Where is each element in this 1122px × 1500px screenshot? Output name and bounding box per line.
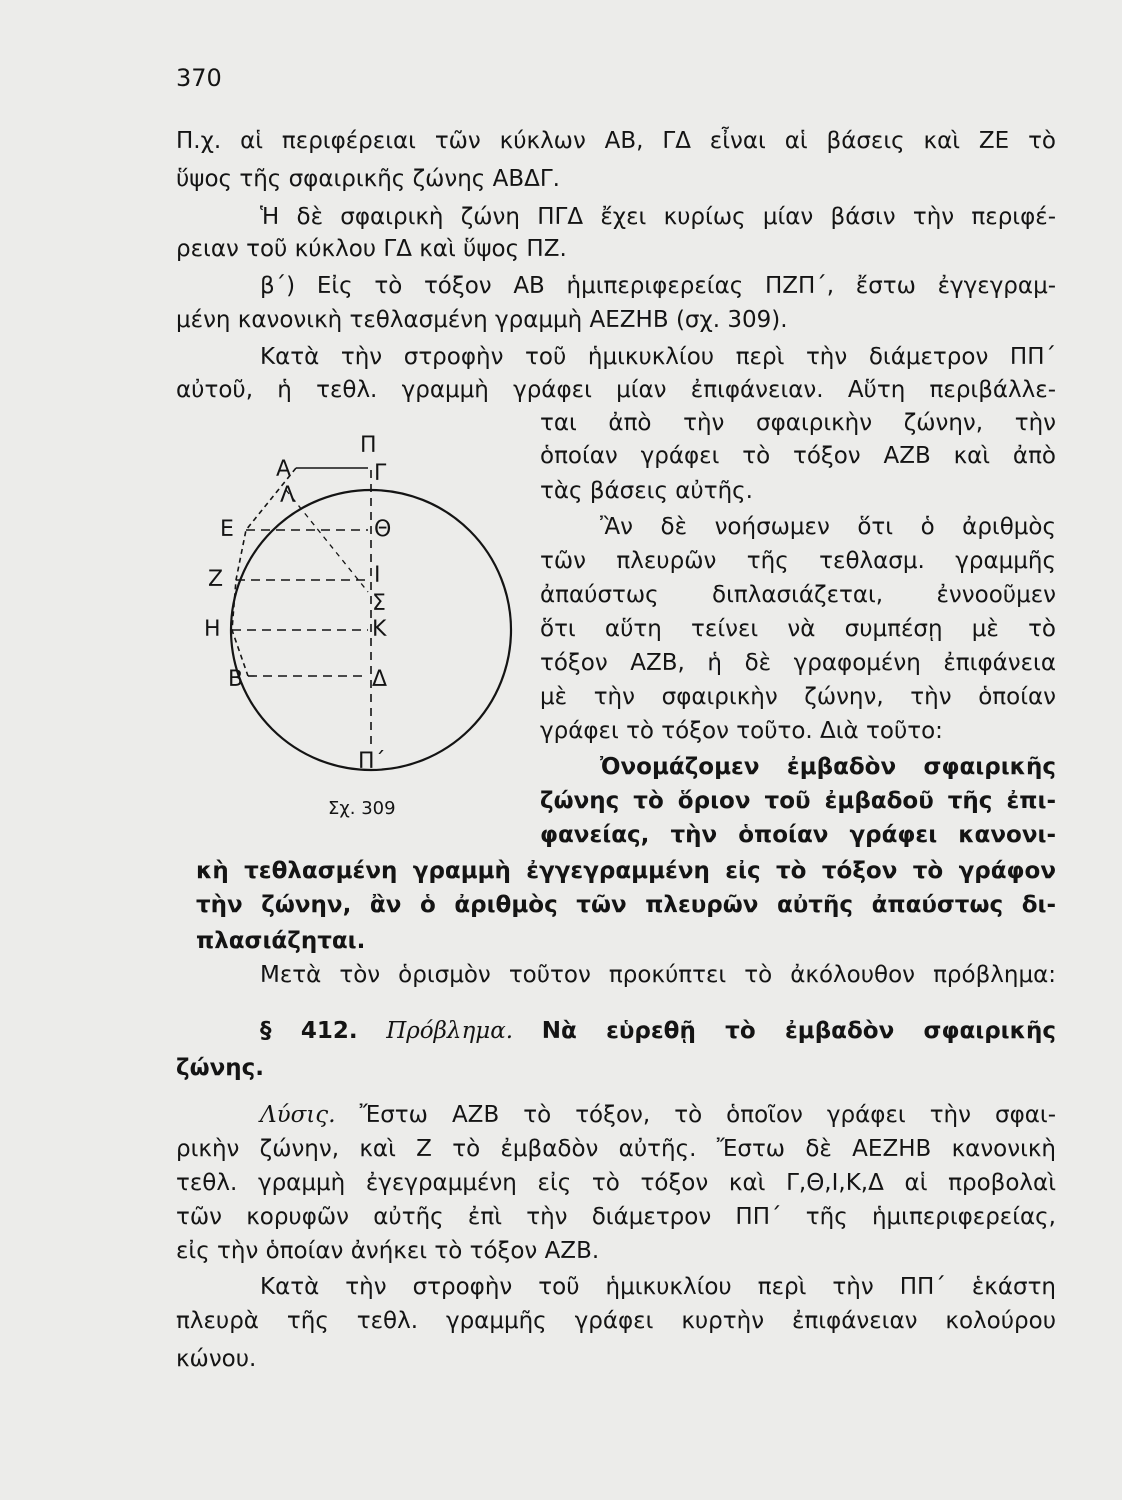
- definition-line: ζώνης τὸ ὅριον τοῦ ἐμβαδοῦ τῆς ἐπι-: [540, 788, 1056, 814]
- figure-caption: Σχ. 309: [328, 798, 396, 819]
- text-line: πλευρὰ τῆς τεθλ. γραμμῆς γράφει κυρτὴν ἐπιφάνειαν κολούρου: [176, 1308, 1056, 1334]
- definition-line: Ὀνομάζομεν ἐμβαδὸν σφαιρικῆς: [600, 754, 1056, 780]
- label-P-prime: Π΄: [358, 749, 386, 774]
- label-Z: Ζ: [208, 567, 224, 592]
- label-Delta: Δ: [372, 667, 388, 692]
- text-line: τῶν πλευρῶν τῆς τεθλασμ. γραμμῆς: [540, 548, 1056, 574]
- text-line: τόξον ΑΖΒ, ἡ δὲ γραφομένη ἐπιφάνεια: [540, 650, 1056, 676]
- text-line: αὐτοῦ, ἡ τεθλ. γραμμὴ γράφει μίαν ἐπιφάνειαν. Αὕτη περιβάλλε-: [176, 377, 1056, 403]
- figure-309: [196, 432, 526, 832]
- page-number: 370: [176, 64, 222, 92]
- solution-text: Ἔστω ΑΖΒ τὸ τόξον, τὸ ὁποῖον γράφει τὴν σφαι-: [359, 1102, 1057, 1128]
- text-line: τῶν κορυφῶν αὐτῆς ἐπὶ τὴν διάμετρον ΠΠ΄ τῆς ἡμιπεριφερείας,: [176, 1204, 1056, 1230]
- text-line: ρικὴν ζώνην, καὶ Ζ τὸ ἐμβαδὸν αὐτῆς. Ἔστω δὲ ΑΕΖΗΒ κανονικὴ: [176, 1136, 1056, 1162]
- label-Lambda: Λ: [280, 483, 296, 508]
- label-Iota: Ι: [374, 563, 381, 588]
- radius-line: [286, 490, 368, 592]
- problem-heading: [176, 1016, 1056, 1046]
- label-Kappa: Κ: [372, 617, 387, 642]
- text-line: ρειαν τοῦ κύκλου ΓΔ καὶ ὕψος ΠΖ.: [176, 236, 567, 262]
- label-Eta: Η: [204, 617, 221, 642]
- definition-line: τὴν ζώνην, ἂν ὁ ἀριθμὸς τῶν πλευρῶν αὐτῆς ἀπαύστως δι-: [196, 892, 1056, 918]
- text-line: τεθλ. γραμμὴ ἐγεγραμμένη εἰς τὸ τόξον καὶ Γ,Θ,Ι,Κ,Δ αἱ προβολαὶ: [176, 1170, 1056, 1196]
- label-Sigma: Σ: [372, 591, 386, 616]
- text-line: ὕψος τῆς σφαιρικῆς ζώνης ΑΒΔΓ.: [176, 166, 560, 192]
- text-line: γράφει τὸ τόξον τοῦτο. Διὰ τοῦτο:: [540, 718, 943, 744]
- problem-statement: Νὰ εὑρεθῇ τὸ ἐμβαδὸν σφαιρικῆς: [541, 1018, 1056, 1044]
- text-line: ὁποίαν γράφει τὸ τόξον ΑΖΒ καὶ ἀπὸ: [540, 443, 1056, 469]
- label-E: Ε: [220, 517, 234, 542]
- text-line: Ἡ δὲ σφαιρικὴ ζώνη ΠΓΔ ἔχει κυρίως μίαν βάσιν τὴν περιφέ-: [260, 204, 1056, 230]
- text-line: Μετὰ τὸν ὁρισμὸν τοῦτον προκύπτει τὸ ἀκόλουθον πρόβλημα:: [260, 962, 1056, 988]
- section-number: § 412.: [260, 1018, 358, 1044]
- label-B: Β: [228, 667, 244, 692]
- text-line: ἀπαύστως διπλασιάζεται, ἐννοοῦμεν: [540, 582, 1056, 608]
- text-line: μὲ τὴν σφαιρικὴν ζώνην, τὴν ὁποίαν: [540, 684, 1056, 710]
- label-P: Π: [360, 433, 377, 458]
- solution-line: [176, 1100, 1056, 1130]
- definition-line: φανείας, τὴν ὁποίαν γράφει κανονι-: [540, 822, 1056, 848]
- text-line: εἰς τὴν ὁποίαν ἀνήκει τὸ τόξον ΑΖΒ.: [176, 1238, 600, 1264]
- text-line: Κατὰ τὴν στροφὴν τοῦ ἡμικυκλίου περὶ τὴν διάμετρον ΠΠ΄: [260, 344, 1056, 370]
- text-line: ὅτι αὕτη τείνει νὰ συμπέσῃ μὲ τὸ: [540, 616, 1056, 642]
- problem-heading-end: ζώνης.: [176, 1055, 264, 1081]
- label-Theta: Θ: [374, 517, 392, 542]
- text-line: τὰς βάσεις αὐτῆς.: [540, 478, 753, 504]
- text-line: β΄) Εἰς τὸ τόξον ΑΒ ἡμιπεριφερείας ΠΖΠ΄, ἔστω ἐγγεγραμ-: [260, 273, 1056, 299]
- text-line: Π.χ. αἱ περιφέρειαι τῶν κύκλων ΑΒ, ΓΔ εἶναι αἱ βάσεις καὶ ΖΕ τὸ: [176, 128, 1056, 154]
- solution-word: Λύσις.: [260, 1102, 336, 1128]
- definition-line: κὴ τεθλασμένη γραμμὴ ἐγγεγραμμένη εἰς τὸ τόξον τὸ γράφον: [196, 858, 1056, 884]
- problem-word: Πρόβλημα.: [386, 1018, 514, 1044]
- text-line: ται ἀπὸ τὴν σφαιρικὴν ζώνην, τὴν: [540, 410, 1056, 436]
- text-line: Κατὰ τὴν στροφὴν τοῦ ἡμικυκλίου περὶ τὴν ΠΠ΄ ἑκάστη: [260, 1274, 1056, 1300]
- definition-line: πλασιάζηται.: [196, 928, 366, 954]
- text-line: μένη κανονικὴ τεθλασμένη γραμμὴ ΑΕΖΗΒ (σχ. 309).: [176, 307, 788, 333]
- label-A: Α: [276, 457, 292, 482]
- text-line: κώνου.: [176, 1346, 257, 1372]
- text-line: Ἂν δὲ νοήσωμεν ὅτι ὁ ἀριθμὸς: [600, 514, 1056, 540]
- label-Gamma: Γ: [374, 461, 387, 486]
